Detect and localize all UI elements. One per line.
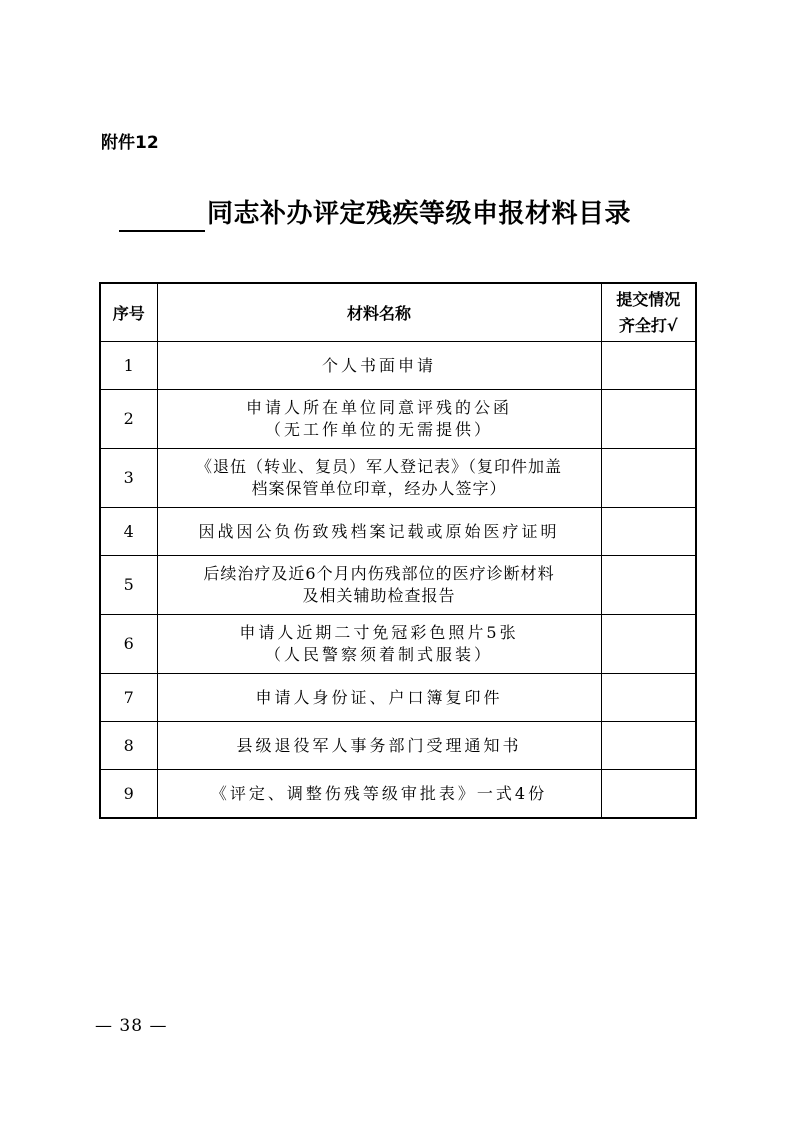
row-no: 5	[100, 556, 157, 615]
table-row	[100, 770, 696, 819]
row-no: 6	[100, 615, 157, 674]
header-submit-line2: 齐全打√	[618, 315, 678, 335]
table-row	[100, 508, 696, 556]
row-material	[157, 770, 601, 819]
row-submit-checkbox-cell[interactable]	[601, 770, 696, 819]
row-material-line1: 因战因公负伤致残档案记载或原始医疗证明	[198, 521, 560, 541]
row-material	[157, 342, 601, 390]
row-material-line1: 申请人所在单位同意评残的公函	[245, 398, 512, 417]
row-material	[157, 508, 601, 556]
header-submit-line1: 提交情况	[616, 289, 681, 309]
table-row	[100, 556, 696, 615]
row-submit-checkbox-cell[interactable]	[601, 615, 696, 674]
row-material-line2: （人民警察须着制式服装）	[264, 645, 493, 664]
table-row	[100, 615, 696, 674]
header-name: 材料名称	[157, 283, 601, 342]
table-row	[100, 674, 696, 722]
row-submit-checkbox-cell[interactable]	[601, 556, 696, 615]
row-submit-checkbox-cell[interactable]	[601, 722, 696, 770]
attachment-label: 附件12	[101, 133, 159, 153]
row-material-line2: 及相关辅助检查报告	[302, 586, 456, 605]
row-material-line1: 申请人近期二寸免冠彩色照片5张	[239, 623, 519, 642]
row-no: 7	[100, 674, 157, 722]
row-material	[157, 449, 601, 508]
table-row	[100, 342, 696, 390]
header-submit	[601, 283, 696, 342]
row-no: 8	[100, 722, 157, 770]
row-material-line1: 后续治疗及近6个月内伤残部位的医疗诊断材料	[203, 564, 555, 583]
row-material-line2: （无工作单位的无需提供）	[264, 420, 493, 439]
table-header-row	[100, 283, 696, 342]
row-material	[157, 722, 601, 770]
row-material	[157, 674, 601, 722]
row-submit-checkbox-cell[interactable]	[601, 508, 696, 556]
table-row	[100, 390, 696, 449]
row-material-line1: 县级退役军人事务部门受理通知书	[236, 735, 522, 755]
table-row	[100, 449, 696, 508]
row-submit-checkbox-cell[interactable]	[601, 449, 696, 508]
name-blank-line	[119, 194, 205, 232]
row-material	[157, 615, 601, 674]
row-submit-checkbox-cell[interactable]	[601, 342, 696, 390]
row-no: 3	[100, 449, 157, 508]
row-no: 9	[100, 770, 157, 819]
row-material-line2: 档案保管单位印章，经办人签字）	[251, 479, 507, 498]
row-material-line1: 《评定、调整伤残等级审批表》一式4份	[210, 783, 548, 803]
page-title: 同志补办评定残疾等级申报材料目录	[207, 199, 632, 229]
row-submit-checkbox-cell[interactable]	[601, 674, 696, 722]
row-material	[157, 390, 601, 449]
row-no: 1	[100, 342, 157, 390]
materials-table	[99, 282, 697, 819]
row-material	[157, 556, 601, 615]
row-material-line1: 个人书面申请	[321, 355, 436, 375]
header-no: 序号	[100, 283, 157, 342]
row-submit-checkbox-cell[interactable]	[601, 390, 696, 449]
row-no: 4	[100, 508, 157, 556]
row-material-line1: 申请人身份证、户口簿复印件	[255, 687, 503, 707]
row-no: 2	[100, 390, 157, 449]
row-material-line1: 《退伍（转业、复员）军人登记表》（复印件加盖	[195, 457, 562, 476]
table-row	[100, 722, 696, 770]
page-number: — 38 —	[95, 1016, 168, 1036]
document-title	[119, 188, 689, 232]
